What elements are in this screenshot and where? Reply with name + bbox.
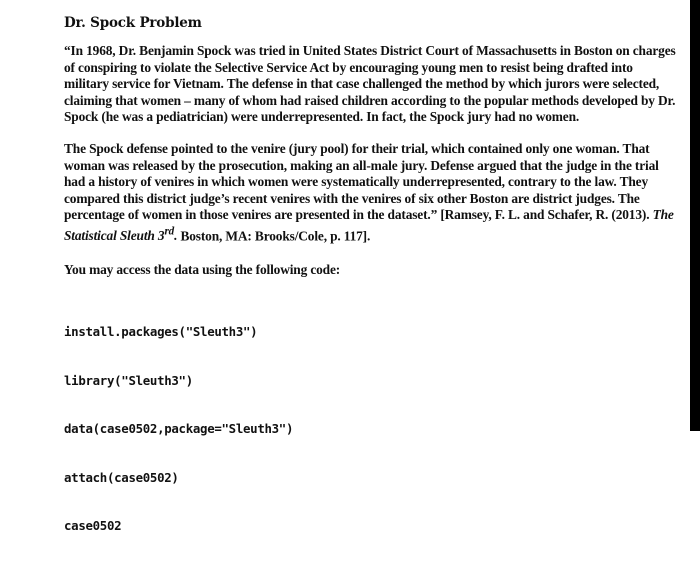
- code-line: data(case0502,package="Sleuth3"): [64, 421, 294, 437]
- code-block: [64, 292, 678, 567]
- book-title-period: .: [174, 228, 178, 244]
- paragraph-quote-intro: “In 1968, Dr. Benjamin Spock was tried in United States District Court of Massachusetts in Boston on charges of conspiring to violate the Selective Service Act by encouraging young men to resist being drafted into military service for Vietnam. The defense in that case challenged the method by which jurors were selected, claiming that women – many of whom had raised children according to the popular methods developed by Dr. Spock (he was a pediatrician) were underrepresented. In fact, the Spock jury had no women.: [64, 43, 676, 125]
- code-line: library("Sleuth3"): [64, 372, 193, 388]
- citation-tail: Boston, MA: Brooks/Cole, p. 117].: [177, 228, 371, 244]
- document-content: [64, 14, 678, 567]
- window-edge-bar: [690, 0, 700, 431]
- book-edition-superscript: rd: [164, 225, 175, 238]
- paragraph-defense: [64, 141, 678, 245]
- access-note: You may access the data using the following code:: [64, 262, 341, 277]
- paragraph-defense-text: The Spock defense pointed to the venire (jury pool) for their trial, which contained only one woman. That woman was released by the prosecution, making an all-male jury. Defense argued that the judge in the trial had a history of venires in which women were systematically underrepresented, contrary to the law. They compared this district judge’s recent venires with the venires of six other Boston are district judges. The percentage of women in those venires are presented in the dataset.” [Ramsey, F. L. and Schafer, R. (2013).: [64, 140, 659, 223]
- code-line: attach(case0502): [64, 469, 179, 485]
- book-title-text: The Statistical Sleuth 3: [64, 207, 674, 244]
- code-line: install.packages("Sleuth3"): [64, 324, 258, 339]
- document-title: Dr. Spock Problem: [64, 15, 202, 31]
- code-line: case0502: [64, 518, 122, 534]
